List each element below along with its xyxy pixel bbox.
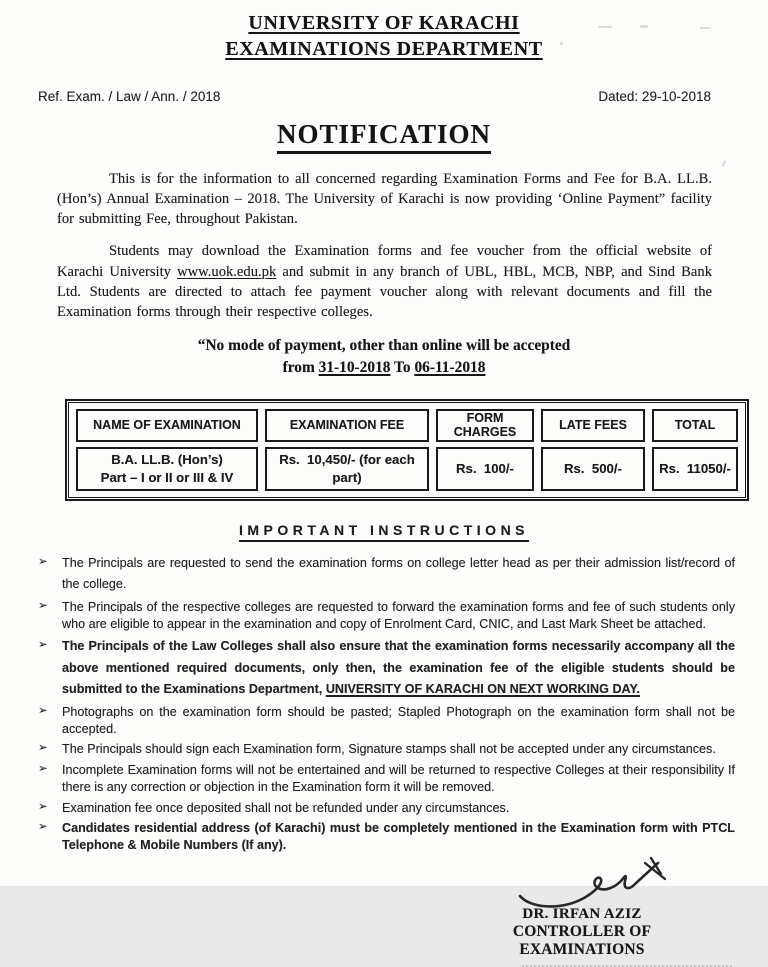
instruction-item bbox=[38, 599, 735, 632]
instruction-bullet-icon: ➢ bbox=[38, 704, 48, 717]
letterhead bbox=[0, 0, 768, 62]
header-total: TOTAL bbox=[652, 409, 738, 442]
instruction-text: The Principals of the respective colleges are requested to forward the examination forms and fee of such students only who are eligible to appear in the examination and copy of Enrolment Card, CNIC, and Last Mark Sheet be attached. bbox=[62, 599, 735, 631]
instructions-heading-wrap bbox=[0, 522, 768, 542]
instruction-body bbox=[62, 553, 735, 595]
fee-table-inner bbox=[68, 402, 746, 498]
instruction-text: The Principals are requested to send the examination forms on college letter head as per their admission list/record of the college. bbox=[62, 555, 735, 591]
instruction-bullet-icon: ➢ bbox=[38, 555, 48, 568]
instruction-bullet-icon: ➢ bbox=[38, 800, 48, 813]
instruction-item bbox=[38, 820, 735, 853]
instruction-bullet-icon: ➢ bbox=[38, 742, 48, 755]
instruction-emphasis: UNIVERSITY OF KARACHI ON NEXT WORKING DAY. bbox=[325, 681, 640, 696]
instructions-heading: IMPORTANT INSTRUCTIONS bbox=[239, 522, 529, 542]
cell-exam-name bbox=[76, 447, 258, 491]
download-paragraph bbox=[57, 241, 712, 322]
instruction-body bbox=[62, 800, 735, 817]
signatory-title: CONTROLLER OF EXAMINATIONS bbox=[512, 922, 652, 958]
cell-late-fees: Rs. 500/- bbox=[541, 447, 645, 491]
scan-noise bbox=[640, 25, 648, 28]
department-name: EXAMINATIONS DEPARTMENT bbox=[225, 38, 543, 60]
payment-notice bbox=[0, 335, 768, 379]
scan-noise bbox=[700, 27, 710, 29]
scan-noise bbox=[722, 160, 726, 167]
instruction-body bbox=[62, 704, 735, 737]
instruction-item bbox=[38, 636, 735, 699]
instruction-item bbox=[38, 741, 735, 758]
scan-noise bbox=[522, 965, 732, 967]
notification-title-wrap bbox=[0, 119, 768, 154]
scan-noise bbox=[560, 42, 563, 45]
instruction-item bbox=[38, 553, 735, 595]
payment-notice-line1: “No mode of payment, other than online will be accepted bbox=[197, 336, 571, 354]
fee-table bbox=[65, 399, 749, 501]
university-website-url: www.uok.edu.pk bbox=[177, 263, 277, 280]
paragraph2-after: and submit in any branch of UBL, HBL, MCB, NBP, and Sind Bank Ltd. Students are directed to attach fee payment voucher along with relevant documents and fill the Examination forms through their respective colleges. bbox=[57, 263, 712, 320]
intro-paragraph: This is for the information to all concerned regarding Examination Forms and Fee for B.A. LL.B. (Hon’s) Annual Examination – 2018. The University of Karachi is now providing ‘Online Payment” facility for submitting Fee, throughout Pakistan. bbox=[57, 171, 712, 228]
instruction-body bbox=[62, 762, 735, 795]
header-examination-fee: EXAMINATION FEE bbox=[265, 409, 429, 442]
instruction-item bbox=[38, 704, 735, 737]
header-name-of-examination: NAME OF EXAMINATION bbox=[76, 409, 258, 442]
document-date: Dated: 29-10-2018 bbox=[598, 89, 711, 104]
payment-notice-line2 bbox=[0, 357, 768, 379]
scan-noise bbox=[598, 26, 612, 28]
reference-row bbox=[38, 89, 711, 104]
instruction-item bbox=[38, 762, 735, 795]
instruction-bullet-icon: ➢ bbox=[38, 821, 48, 834]
instructions-list bbox=[38, 553, 735, 854]
instruction-text: The Principals should sign each Examination form, Signature stamps shall not be accepted under any circumstances. bbox=[62, 742, 716, 757]
end-date: 06-11-2018 bbox=[414, 358, 486, 376]
instruction-body bbox=[62, 820, 735, 853]
paragraph2-before: Students may download the Examination forms and fee voucher from the official website of Karachi University bbox=[57, 243, 712, 280]
header-late-fees: LATE FEES bbox=[541, 409, 645, 442]
exam-name-line2: Part – I or II or III & IV bbox=[100, 469, 234, 485]
signatory-name: DR. IRFAN AZIZ bbox=[522, 905, 642, 922]
instruction-text: Candidates residential address (of Karachi) must be completely mentioned in the Examination form with PTCL Telephone & Mobile Numbers (If any). bbox=[62, 821, 735, 853]
notification-title: NOTIFICATION bbox=[277, 119, 491, 154]
cell-examination-fee: Rs. 10,450/- (for each part) bbox=[265, 447, 429, 491]
header-form-charges: FORM CHARGES bbox=[436, 409, 534, 442]
instruction-body bbox=[62, 741, 735, 758]
to-label: To bbox=[390, 358, 415, 376]
fee-table-header-row bbox=[76, 409, 738, 442]
cell-total: Rs. 11050/- bbox=[652, 447, 738, 491]
instruction-item bbox=[38, 800, 735, 817]
start-date: 31-10-2018 bbox=[318, 358, 391, 376]
cell-form-charges: Rs. 100/- bbox=[436, 447, 534, 491]
instruction-text: Examination fee once deposited shall not be refunded under any circumstances. bbox=[62, 800, 510, 815]
signature-block bbox=[452, 856, 712, 967]
signature-scribble-icon bbox=[512, 856, 672, 910]
instruction-text: Photographs on the examination form should be pasted; Stapled Photograph on the examination form shall not be accepted. bbox=[62, 704, 735, 736]
from-label: from bbox=[282, 358, 319, 376]
exam-name-line1: B.A. LL.B. (Hon’s) bbox=[111, 451, 223, 467]
instruction-text: Incomplete Examination forms will not be entertained and will be returned to respective Colleges at their responsibility If there is any correction or objection in the Examination form it will be removed. bbox=[62, 763, 735, 794]
fee-table-data-row bbox=[76, 447, 738, 491]
instruction-text: The Principals of the Law Colleges shall also ensure that the examination forms necessarily accompany all the above mentioned required documents, only then, the examination fee of the eligible students should be submitted to the Examinations Department, bbox=[62, 639, 735, 696]
university-name: UNIVERSITY OF KARACHI bbox=[248, 12, 520, 34]
instruction-body bbox=[62, 599, 735, 632]
instruction-body bbox=[62, 636, 735, 699]
instruction-bullet-icon: ➢ bbox=[38, 763, 48, 776]
instruction-bullet-icon: ➢ bbox=[38, 599, 48, 612]
instruction-bullet-icon: ➢ bbox=[38, 639, 48, 652]
reference-number: Ref. Exam. / Law / Ann. / 2018 bbox=[38, 89, 221, 104]
